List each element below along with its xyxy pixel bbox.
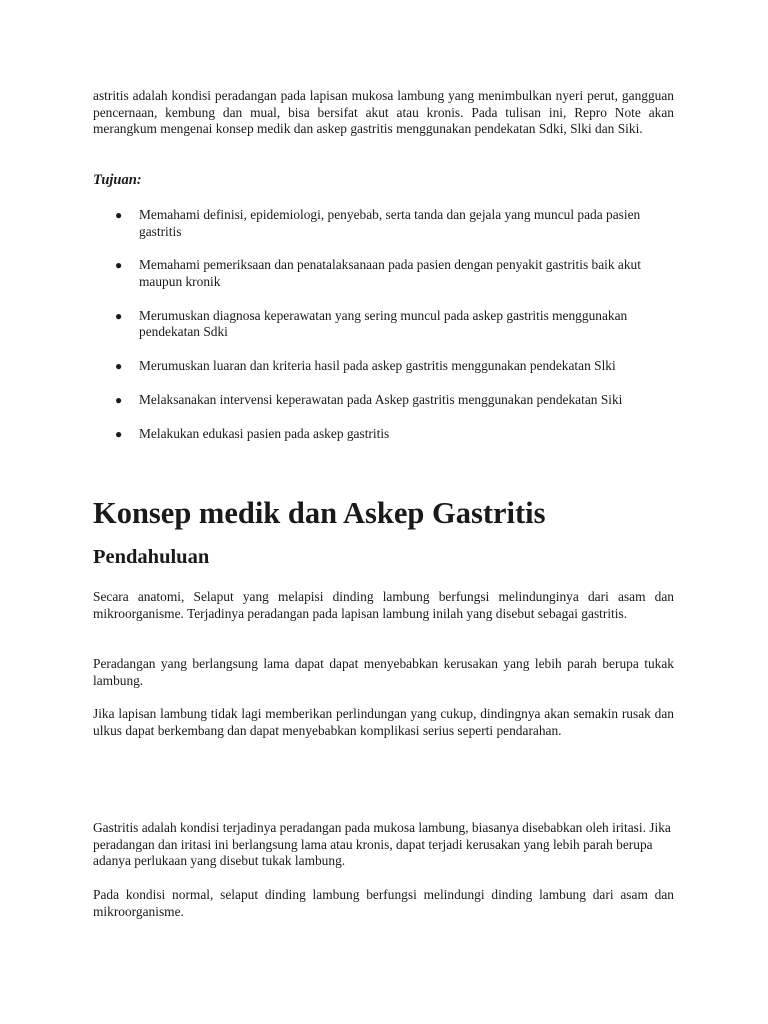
section-heading: Pendahuluan [93,546,210,568]
goal-item [111,426,671,443]
paragraph-block [93,887,674,920]
page-title: Konsep medik dan Askep Gastritis [93,496,546,530]
goal-text: Merumuskan luaran dan kriteria hasil pada askep gastritis menggunakan pendekatan Slki [139,358,616,374]
bullet-icon: ● [115,308,123,323]
bullet-icon: ● [115,208,123,222]
paragraph-block [93,656,674,689]
goal-item [111,207,671,240]
goal-text: Memahami pemeriksaan dan penatalaksanaan pada pasien dengan penyakit gastritis baik akut maupun kronik [139,257,641,289]
goal-text: Melaksanakan intervensi keperawatan pada Askep gastritis menggunakan pendekatan Siki [139,392,623,408]
paragraph-block [93,706,674,739]
goals-list [111,207,671,460]
intro-block [93,88,674,138]
goal-text: Merumuskan diagnosa keperawatan yang sering muncul pada askep gastritis menggunakan pendekatan Sdki [139,307,628,340]
goal-item [111,392,671,409]
intro-paragraph: astritis adalah kondisi peradangan pada lapisan mukosa lambung yang menimbulkan nyeri perut, gangguan pencernaan, kembung dan mual, bisa bersifat akut atau kronis. Pada tulisan ini, Repro Note akan merangkum mengenai konsep medik dan askep gastritis menggunakan pendekatan Sdki, Slki dan Siki. [93,88,674,136]
body-paragraph: Pada kondisi normal, selaput dinding lambung berfungsi melindungi dinding lambung dari asam dan mikroorganisme. [93,887,674,919]
bullet-icon: ● [115,359,123,374]
goal-item [111,257,671,290]
paragraph-block [93,589,674,622]
goal-item [111,358,671,375]
goal-item [111,308,671,341]
tujuan-heading: Tujuan: [93,172,142,188]
body-paragraph: Peradangan yang berlangsung lama dapat dapat menyebabkan kerusakan yang lebih parah berupa tukak lambung. [93,656,674,688]
paragraph-block [93,820,674,870]
body-paragraph: Gastritis adalah kondisi terjadinya peradangan pada mukosa lambung, biasanya disebabkan oleh iritasi. Jika peradangan dan iritasi ini berlangsung lama atau kronis, dapat terjadi kerusakan yang lebih parah berupa adanya perlukaan yang disebut tukak lambung. [93,820,671,868]
body-paragraph: Jika lapisan lambung tidak lagi memberikan perlindungan yang cukup, dindingnya akan semakin rusak dan ulkus dapat berkembang dan dapat menyebabkan komplikasi serius seperti pendarahan. [93,706,674,738]
bullet-icon: ● [115,393,123,408]
bullet-icon: ● [115,426,123,441]
goal-text: Melakukan edukasi pasien pada askep gastritis [139,425,390,441]
goal-text: Memahami definisi, epidemiologi, penyebab, serta tanda dan gejala yang muncul pada pasien gastritis [139,207,641,239]
body-paragraph: Secara anatomi, Selaput yang melapisi dinding lambung berfungsi melindunginya dari asam dan mikroorganisme. Terjadinya peradangan pada lapisan lambung inilah yang disebut sebagai gastritis. [93,589,674,621]
bullet-icon: ● [115,258,123,273]
